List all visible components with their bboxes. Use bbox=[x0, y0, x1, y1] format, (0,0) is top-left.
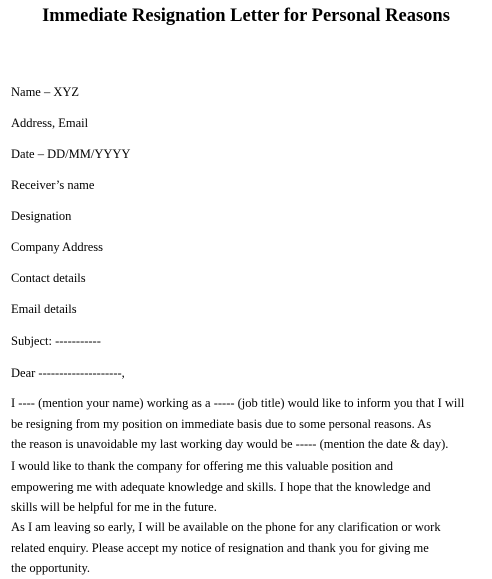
paragraph-line: empowering me with adequate knowledge and skills. I hope that the knowledge and bbox=[11, 479, 431, 494]
paragraph-line: related enquiry. Please accept my notice of resignation and thank you for giving me bbox=[11, 540, 429, 555]
paragraph-line: I would like to thank the company for offering me this valuable position and bbox=[11, 459, 393, 473]
date-line: Date – DD/MM/YYYY bbox=[11, 147, 131, 161]
body-paragraph-2 bbox=[11, 456, 489, 518]
paragraph-line: the opportunity. bbox=[11, 561, 91, 575]
receiver-name-line: Receiver’s name bbox=[11, 178, 95, 192]
sender-name-line: Name – XYZ bbox=[11, 85, 80, 99]
contact-details-line: Contact details bbox=[11, 271, 86, 285]
body-paragraph-1 bbox=[11, 393, 489, 455]
salutation-line: Dear --------------------, bbox=[11, 366, 125, 380]
company-address-line: Company Address bbox=[11, 240, 104, 254]
email-details-line: Email details bbox=[11, 302, 77, 316]
page-title: Immediate Resignation Letter for Personal Reasons bbox=[42, 6, 450, 26]
address-email-line: Address, Email bbox=[11, 116, 89, 130]
paragraph-line: be resigning from my position on immediate basis due to some personal reasons. As bbox=[11, 416, 432, 431]
paragraph-line: the reason is unavoidable my last working day would be ----- (mention the date & day). bbox=[11, 437, 449, 451]
body-paragraph-3 bbox=[11, 517, 489, 579]
designation-line: Designation bbox=[11, 209, 72, 223]
subject-line: Subject: ----------- bbox=[11, 334, 101, 348]
paragraph-line: skills will be helpful for me in the future. bbox=[11, 500, 217, 514]
paragraph-line: As I am leaving so early, I will be available on the phone for any clarification or work bbox=[11, 520, 441, 534]
paragraph-line: I ---- (mention your name) working as a ----- (job title) would like to inform you that I will bbox=[11, 396, 465, 410]
